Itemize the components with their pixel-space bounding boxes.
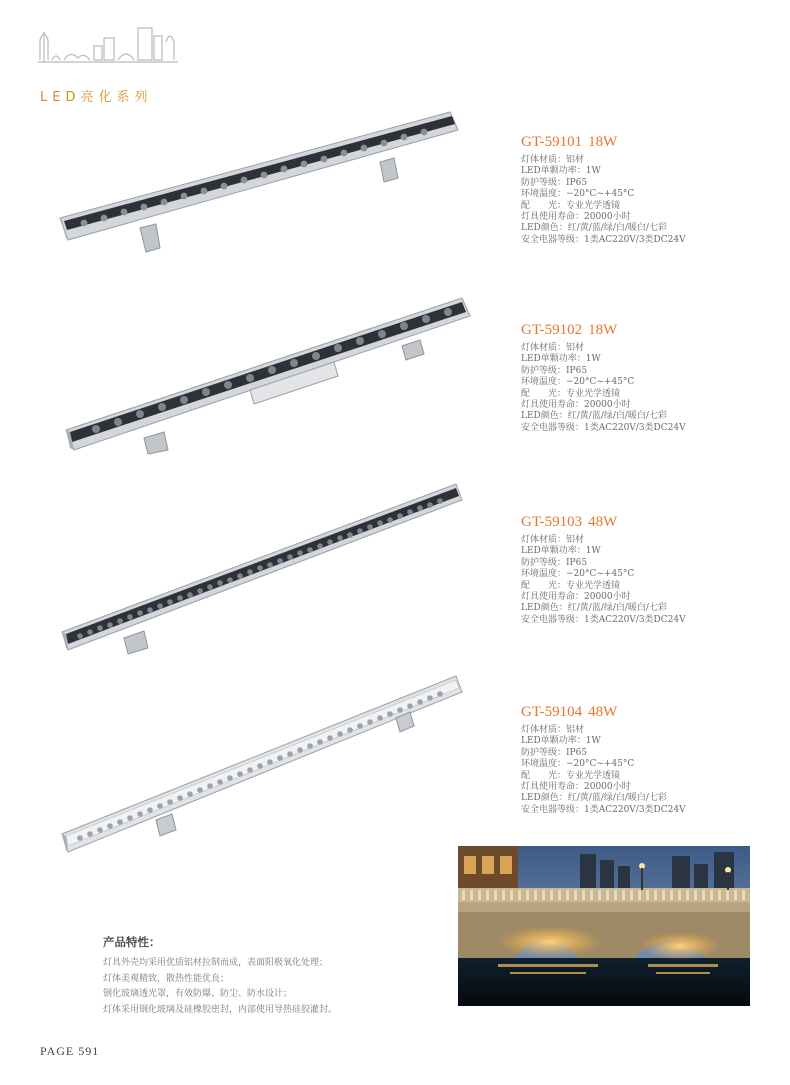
city-skyline-icon bbox=[38, 22, 188, 82]
led-wall-washer-image bbox=[0, 290, 520, 460]
spec-material: 灯体材质：铝材 bbox=[521, 725, 585, 735]
spec-panel bbox=[521, 514, 781, 626]
spec-optics: 配 光：专业光学透镜 bbox=[521, 770, 621, 781]
model-heading bbox=[521, 704, 781, 721]
spec-led-power: LED单颗功率：1W bbox=[521, 354, 601, 365]
model-number: GT-59104 bbox=[521, 704, 583, 720]
spec-list bbox=[521, 155, 781, 246]
spec-optics: 配 光：专业光学透镜 bbox=[521, 200, 621, 211]
spec-optics: 配 光：专业光学透镜 bbox=[521, 388, 621, 399]
led-wall-washer-image bbox=[0, 100, 520, 260]
spec-panel bbox=[521, 322, 781, 434]
spec-safety: 安全电器等级：1类AC220V/3类DC24V bbox=[521, 422, 686, 433]
spec-safety: 安全电器等级：1类AC220V/3类DC24V bbox=[521, 234, 686, 245]
model-power: 48W bbox=[588, 704, 618, 720]
spec-lifetime: 灯具使用寿命：20000小时 bbox=[521, 592, 631, 603]
spec-temperature: 环境温度：−20°C~+45°C bbox=[521, 189, 635, 200]
model-heading bbox=[521, 322, 781, 339]
bridge-night-photo bbox=[458, 846, 750, 1006]
spec-ip-rating: 防护等级：IP65 bbox=[521, 365, 588, 376]
spec-led-power: LED单颗功率：1W bbox=[521, 166, 601, 177]
model-power: 18W bbox=[588, 322, 618, 338]
spec-safety: 安全电器等级：1类AC220V/3类DC24V bbox=[521, 614, 686, 625]
spec-material: 灯体材质：铝材 bbox=[521, 155, 585, 165]
model-number: GT-59103 bbox=[521, 514, 583, 530]
spec-temperature: 环境温度：−20°C~+45°C bbox=[521, 377, 635, 388]
product-features bbox=[103, 934, 443, 1018]
spec-ip-rating: 防护等级：IP65 bbox=[521, 557, 588, 568]
spec-lifetime: 灯具使用寿命：20000小时 bbox=[521, 212, 631, 223]
page-number: PAGE 591 bbox=[40, 1044, 100, 1058]
spec-material: 灯体材质：铝材 bbox=[521, 343, 585, 353]
spec-lifetime: 灯具使用寿命：20000小时 bbox=[521, 782, 631, 793]
spec-colors: LED颜色：红/黄/蓝/绿/白/暖白/七彩 bbox=[521, 223, 667, 234]
spec-safety: 安全电器等级：1类AC220V/3类DC24V bbox=[521, 804, 686, 815]
features-heading: 产品特性： bbox=[103, 935, 161, 949]
feature-item: 灯具外壳均采用优质铝材拉制而成，表面阳极氧化处理； bbox=[103, 958, 329, 968]
spec-temperature: 环境温度：−20°C~+45°C bbox=[521, 759, 635, 770]
model-heading bbox=[521, 134, 781, 151]
feature-item: 灯体美观精致，散热性能优良； bbox=[103, 973, 230, 984]
led-wall-washer-image bbox=[0, 670, 520, 860]
model-number: GT-59102 bbox=[521, 322, 583, 338]
model-power: 48W bbox=[588, 514, 618, 530]
spec-list bbox=[521, 343, 781, 434]
spec-ip-rating: 防护等级：IP65 bbox=[521, 747, 588, 758]
brand-logo bbox=[38, 22, 188, 105]
spec-colors: LED颜色：红/黄/蓝/绿/白/暖白/七彩 bbox=[521, 603, 667, 614]
led-wall-washer-image bbox=[0, 480, 520, 660]
spec-colors: LED颜色：红/黄/蓝/绿/白/暖白/七彩 bbox=[521, 793, 667, 804]
spec-ip-rating: 防护等级：IP65 bbox=[521, 177, 588, 188]
brand-title: LED亮化系列 bbox=[40, 90, 153, 105]
model-number: GT-59101 bbox=[521, 134, 583, 150]
model-power: 18W bbox=[588, 134, 618, 150]
spec-list bbox=[521, 535, 781, 626]
spec-panel bbox=[521, 134, 781, 246]
spec-list bbox=[521, 725, 781, 816]
features-list bbox=[103, 956, 443, 1018]
spec-led-power: LED单颗功率：1W bbox=[521, 546, 601, 557]
spec-colors: LED颜色：红/黄/蓝/绿/白/暖白/七彩 bbox=[521, 411, 667, 422]
spec-temperature: 环境温度：−20°C~+45°C bbox=[521, 569, 635, 580]
spec-lifetime: 灯具使用寿命：20000小时 bbox=[521, 400, 631, 411]
feature-item: 钢化玻璃透光罩，有效防爆、防尘、防水设计； bbox=[103, 989, 293, 999]
spec-panel bbox=[521, 704, 781, 816]
spec-led-power: LED单颗功率：1W bbox=[521, 736, 601, 747]
spec-material: 灯体材质：铝材 bbox=[521, 535, 585, 545]
spec-optics: 配 光：专业光学透镜 bbox=[521, 580, 621, 591]
feature-item: 灯体采用钢化玻璃及硅橡胶密封，内部使用导热硅胶灌封。 bbox=[103, 1004, 338, 1015]
model-heading bbox=[521, 514, 781, 531]
